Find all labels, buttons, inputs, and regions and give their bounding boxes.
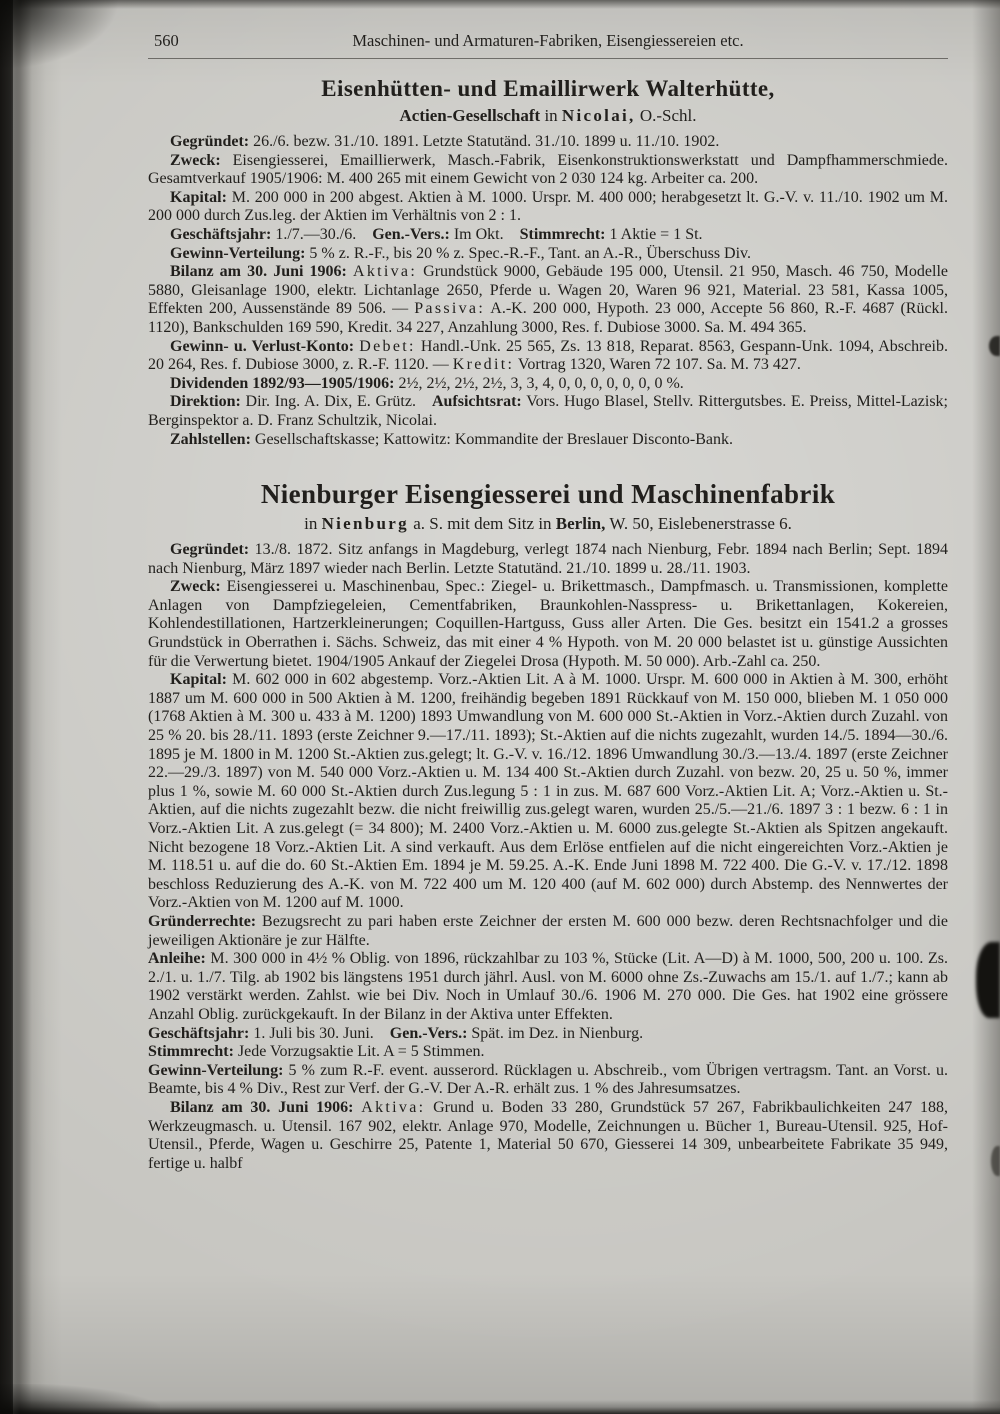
entry-paragraph bbox=[148, 950, 948, 1024]
label-segment: Geschäftsjahr: bbox=[148, 1024, 250, 1042]
running-head bbox=[148, 30, 948, 59]
label-segment: Gründerrechte: bbox=[148, 912, 257, 930]
scan-artifact bbox=[991, 1146, 1000, 1176]
label-segment: Gewinn- u. Verlust-Konto: bbox=[170, 337, 355, 355]
page-content bbox=[148, 30, 948, 1173]
label-segment: Actien-Gesellschaft bbox=[399, 106, 541, 125]
text-segment: Gesellschaftskasse; Kattowitz: Kommandite der Breslauer Disconto-Bank. bbox=[250, 430, 733, 448]
text-segment: Handl.-Unk. 25 565, Zs. 13 818, Reparat. 8563, Gespann-Unk. 1094, Abschreib. 20 264, Res. f. Dubiose 3000, z. R.-F. 1120. — bbox=[148, 337, 949, 374]
entry-paragraph bbox=[148, 578, 948, 671]
text-segment: a. S. mit dem Sitz in bbox=[408, 514, 556, 534]
label-segment: Nicolai, bbox=[561, 106, 636, 125]
label-segment: Dividenden 1892/93—1905/1906: bbox=[170, 374, 395, 392]
text-segment: M. 300 000 in 4½ % Oblig. von 1896, rückzahlbar zu 103 %, Stücke (Lit. A—D) à M. 1000, 500, 200 u. 100. Zs. 2./1. u. 1./7. Tilg. ab 1902 bis längstens 1951 durch jährl. Ausl. von M. 6000 ohne Zs.-Zuwachs am 15./1. auf 1./7.; kann ab 1902 verstärkt werden. Zahlst. wie bei Div. Noch in Umlauf 30./6. 1906 M. 270 000. Die Ges. hat 1902 eine grössere Anzahl Oblig. zurückgekauft. In der Bilanz in der Aktiva unter Effekten. bbox=[148, 950, 948, 1023]
text-segment: Eisengiesserei, Emaillierwerk, Masch.-Fabrik, Eisenkonstruktionswerkstatt und Dampfhammerschmiede. Gesamtverkauf 1905/1906: M. 400 265 mit einem Gewicht von 2 030 124 kg. Arbeiter ca. 200. bbox=[148, 151, 948, 188]
entry-body bbox=[148, 133, 948, 449]
text-segment: Dir. Ing. A. Dix, E. Grütz. bbox=[240, 393, 432, 411]
entry-paragraph bbox=[148, 263, 948, 337]
text-segment: in bbox=[304, 514, 322, 534]
text-segment: Grundstück 9000, Gebäude 195 000, Utensil. 21 950, Masch. 46 750, Modelle 5880, Gleisanlage 1900, elektr. Lichtanlage 2650, Pferde u. Wagen 20, Waren 96 921, Material. 23 581, Kassa 1005, Effekten 200, Aussenstände 89 506. — bbox=[148, 263, 949, 318]
scan-artifact bbox=[0, 0, 62, 1414]
entry-paragraph bbox=[148, 393, 948, 430]
text-segment: 1 Aktie = 1 St. bbox=[605, 225, 703, 243]
label-segment: Zweck: bbox=[170, 578, 221, 596]
label-segment: Gen.-Vers.: bbox=[372, 225, 450, 243]
text-segment: Im Okt. bbox=[449, 225, 520, 243]
label-segment: Aufsichtsrat: bbox=[431, 393, 522, 411]
text-segment: Passiva: bbox=[414, 300, 486, 318]
text-segment: 13./8. 1872. Sitz anfangs in Magdeburg, verlegt 1874 nach Nienburg, Febr. 1894 nach Berlin; Sept. 1894 nach Nienburg, März 1897 wieder nach Berlin. Letzte Statutänd. 21./10. 1899 u. 28./11. 1903. bbox=[148, 541, 948, 577]
entry-paragraph bbox=[148, 671, 948, 913]
entry-body bbox=[148, 541, 948, 1173]
entry-paragraph bbox=[148, 1062, 948, 1099]
label-segment: Bilanz am 30. Juni 1906: bbox=[170, 263, 347, 281]
text-segment: A.-K. 200 000, Hypoth. 23 000, Accepte 56 860, R.-F. 4687 (Rückl. 1120), Bankschulden 169 590, Kredit. 34 227, Anzahlung 3000, Res. f. Dubiose 3000. Sa. M. 494 365. bbox=[148, 300, 949, 336]
scan-artifact bbox=[13, 0, 20, 1414]
entry-title: Nienburger Eisengiesserei und Maschinenfabrik bbox=[260, 479, 836, 510]
label-segment: Geschäftsjahr: bbox=[170, 225, 272, 243]
label-segment: Gegründet: bbox=[170, 133, 250, 150]
entry-paragraph bbox=[148, 431, 948, 450]
text-segment: 5 % zum R.-F. event. ausserord. Rücklagen u. Abschreib., vom Übrigen vertragsm. Tant. an Vorst. u. Beamte, bis 4 % Div., Rest zur Verf. der G.-V. Der A.-R. erhält zus. 1 % des Jahresumsatzes. bbox=[148, 1061, 948, 1098]
label-segment: Direktion: bbox=[170, 393, 241, 411]
text-segment: M. 200 000 in 200 abgest. Aktien à M. 1000. Urspr. M. 400 000; herabgesetzt lt. G.-V. v. 11./10. 1902 um M. 200 000 durch Zus.leg. der Aktien im Verhältnis von 2 : 1. bbox=[148, 188, 948, 225]
text-segment: Aktiva: bbox=[361, 1098, 426, 1116]
text-segment: Vortrag 1320, Waren 72 107. Sa. M. 73 427. bbox=[514, 356, 801, 374]
label-segment: Gewinn-Verteilung: bbox=[148, 1061, 284, 1079]
scan-artifact bbox=[0, 0, 1000, 9]
scan-artifact bbox=[0, 1384, 160, 1414]
entry-paragraph bbox=[148, 338, 948, 375]
company-entry bbox=[148, 479, 948, 1173]
text-segment: Bezugsrecht zu pari haben erste Zeichner der ersten M. 600 000 bezw. deren Rechtsnachfolger und die jeweiligen Aktionäre je zur Hälfte. bbox=[148, 912, 948, 949]
text-segment: 1. Juli bis 30. Juni. bbox=[249, 1024, 390, 1042]
label-segment: Gen.-Vers.: bbox=[389, 1024, 468, 1042]
label-segment: Anleihe: bbox=[148, 950, 206, 968]
label-segment: Gewinn-Verteilung: bbox=[170, 244, 306, 262]
text-segment: Grund u. Boden 33 280, Grundstück 57 267, Fabrikbaulichkeiten 247 188, Werkzeugmasch. u. Utensil. 167 902, elektr. Anlage 970, Modelle, Zeichnungen u. Bücher 1, Bureau-Utensil. 925, Hof-Utensil., Pferde, Wagen u. Geschirre 25, Patente 1, Material 50 670, Giesserei 14 309, unbearbeitete Fabrikate 35 949, fertige u. halbf bbox=[148, 1098, 948, 1172]
entry-paragraph bbox=[148, 375, 948, 394]
scan-artifact bbox=[972, 0, 1000, 1414]
label-segment: Zweck: bbox=[170, 151, 221, 169]
text-segment: 1./7.—30./6. bbox=[271, 225, 373, 243]
text-segment: Vors. Hugo Blasel, Stellv. Rittergutsbes. E. Preiss, Mittel-Lazisk; Berginspektor a. D. Franz Schultzik, Nicolai. bbox=[148, 393, 949, 429]
label-segment: Berlin, bbox=[555, 514, 606, 534]
text-segment: Eisengiesserei u. Maschinenbau, Spec.: Ziegel- u. Brikettmasch., Dampfmasch. u. Transmissionen, komplette Anlagen von Dampfziegeleien, Cementfabriken, Braunkohlen-Nasspress- u. Brikettanlagen, Kokereien, Kohlendestillationen, Hartzerkleinerungen; Coquillen-Hartguss, Guss aller Arten. Die Ges. besitzt ein 1541.2 a grosses Grundstück in Oberrathen i. Sächs. Schweiz, das mit einer 4 % Hypoth. von M. 20 000 belastet ist u. günstige Aussichten für die Verwertung bietet. 1904/1905 Ankauf der Ziegelei Drosa (Hypoth. M. 50 000). Arb.-Zahl ca. 250. bbox=[148, 578, 948, 670]
company-entry bbox=[148, 75, 948, 449]
entry-paragraph bbox=[148, 226, 948, 245]
page-number: 560 bbox=[154, 31, 179, 50]
label-segment: Kapital: bbox=[170, 188, 227, 206]
text-segment: Aktiva: bbox=[352, 263, 418, 281]
scan-artifact bbox=[976, 942, 1000, 1018]
text-segment: Spät. im Dez. in Nienburg. bbox=[467, 1024, 644, 1042]
entry-paragraph bbox=[148, 1043, 948, 1062]
text-segment: 26./6. bezw. 31./10. 1891. Letzte Statutänd. 31./10. 1899 u. 11./10. 1902. bbox=[249, 133, 720, 150]
entry-paragraph bbox=[148, 1025, 948, 1044]
entry-paragraph bbox=[148, 152, 948, 189]
entry-paragraph bbox=[148, 189, 948, 226]
entry-title: Eisenhütten- und Emaillirwerk Walterhütte, bbox=[321, 76, 775, 101]
text-segment: O.-Schl. bbox=[635, 106, 697, 125]
scan-artifact bbox=[0, 0, 120, 70]
text-segment: 5 % z. R.-F., bis 20 % z. Spec.-R.-F., Tant. an A.-R., Überschuss Div. bbox=[305, 244, 752, 262]
entry-subtitle bbox=[148, 513, 948, 534]
entry-paragraph bbox=[148, 913, 948, 950]
text-segment: Debet: bbox=[359, 337, 416, 355]
label-segment: Kapital: bbox=[170, 671, 227, 689]
label-segment: Stimmrecht: bbox=[519, 225, 606, 243]
label-segment: Nienburg bbox=[321, 514, 409, 534]
text-segment: 2½, 2½, 2½, 2½, 3, 3, 4, 0, 0, 0, 0, 0, 0, 0 %. bbox=[394, 374, 684, 392]
scan-artifact bbox=[989, 336, 1000, 356]
text-segment: Jede Vorzugsaktie Lit. A = 5 Stimmen. bbox=[233, 1043, 485, 1061]
running-title: Maschinen- und Armaturen-Fabriken, Eisengiessereien etc. bbox=[352, 31, 744, 50]
entry-paragraph bbox=[148, 541, 948, 578]
label-segment: Bilanz am 30. Juni 1906: bbox=[170, 1098, 354, 1116]
text-segment: in bbox=[540, 106, 562, 125]
entry-subtitle bbox=[148, 105, 948, 126]
label-segment: Zahlstellen: bbox=[170, 430, 251, 448]
text-segment: M. 602 000 in 602 abgestemp. Vorz.-Aktien Lit. A à M. 1000. Urspr. M. 600 000 in Aktien à M. 300, erhöht 1887 um M. 600 000 in 500 Aktien à M. 1200, freihändig begeben 1891 Rückkauf von M. 150 000, blieben M. 1 050 000 (1768 Aktien à M. 300 u. 433 à M. 1200) 1893 Umwandlung von M. 600 000 St.-Aktien in Vorz.-Aktien durch Zuzahl. von 25 % 20. bis 28./11. 1893 (erste Zeichner 9.—17./11. 1893); St.-Aktien auf die nichts zugezahlt, wurden 14./5. 1894—30./6. 1895 je M. 1800 in M. 1200 St.-Aktien zus.gelegt; lt. G.-V. v. 16./12. 1896 Umwandlung 30./3.—13./4. 1897 (erste Zeichner 22.—29./3. 1897) von M. 540 000 Vorz.-Aktien u. M. 134 400 St.-Aktien durch Zuzahl. von bezw. 20, 25 u. 50 %, immer plus 1 %, sowie M. 60 000 St.-Aktien durch Zus.legung 5 : 1 in zus. M. 687 600 Vorz.-Aktien Lit. A; Vorz.-Aktien u. St.-Aktien, auf die nichts zugezahlt bezw. die nicht freiwillig zus.gelegt waren, wurden 25./5.—21./6. 1897 3 : 1 bezw. 6 : 1 in Vorz.-Aktien Lit. A zus.gelegt (= 34 800); M. 2400 Vorz.-Aktien u. M. 6000 zus.gelegte St.-Aktien als Spitzen angekauft. Nicht bezogene 18 Vorz.-Aktien Lit. A sind verkauft. Aus dem Erlöse entfielen auf die nicht eingereichten Vorz.-Aktien je M. 118.51 u. auf die do. 60 St.-Aktien Em. 1894 je M. 59.25. A.-K. Ende Juni 1898 M. 722 400. Die G.-V. v. 17./12. 1898 beschloss Reduzierung des A.-K. von M. 722 400 um M. 120 400 (auf M. 602 000) durch Abstemp. des Nennwertes der Vorz.-Aktien von M. 1200 auf M. 1000. bbox=[148, 671, 948, 912]
entry-paragraph bbox=[148, 245, 948, 264]
label-segment: Gegründet: bbox=[170, 541, 250, 559]
entry-paragraph bbox=[148, 1099, 948, 1173]
text-segment: W. 50, Eislebenerstrasse 6. bbox=[605, 514, 792, 534]
label-segment: Stimmrecht: bbox=[148, 1043, 234, 1061]
entry-paragraph bbox=[148, 133, 948, 152]
text-segment: Kredit: bbox=[452, 356, 515, 374]
